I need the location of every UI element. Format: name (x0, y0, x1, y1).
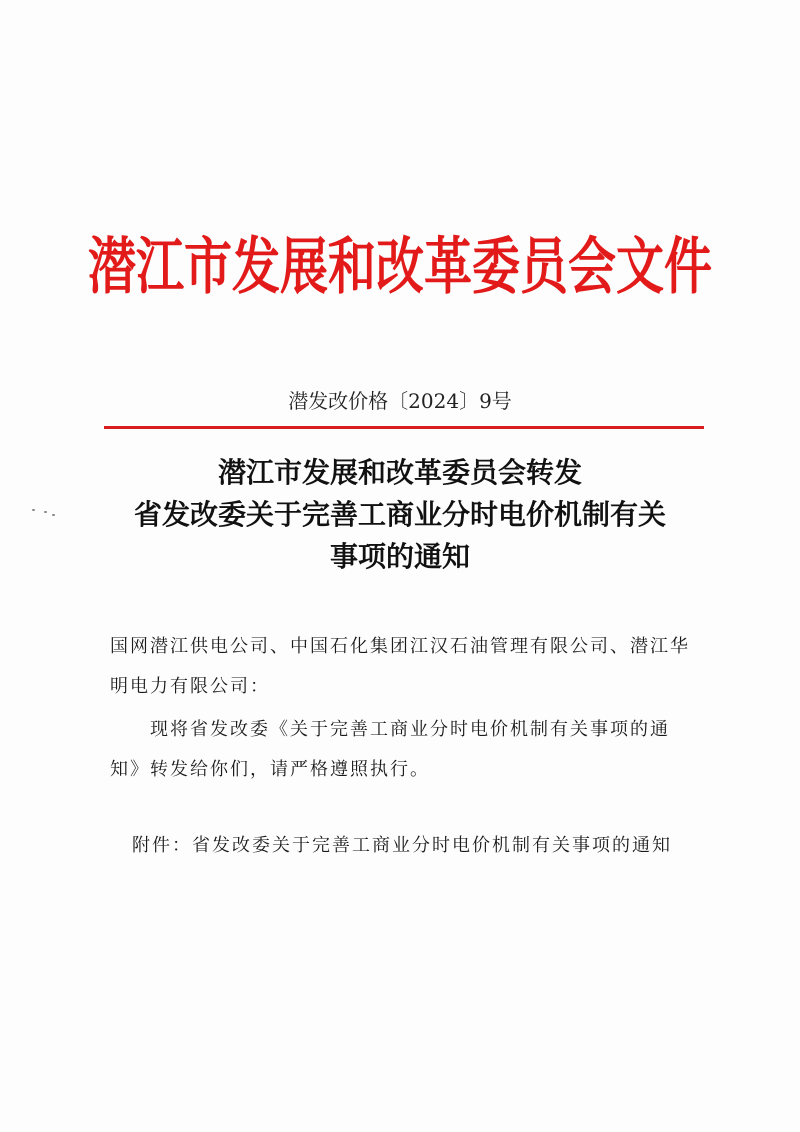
scan-speck (44, 511, 47, 513)
masthead-title: 潜江市发展和改革委员会文件 (87, 230, 712, 303)
addressee-paragraph: 国网潜江供电公司、中国石化集团江汉石油管理有限公司、潜江华明电力有限公司： (110, 636, 690, 697)
attachment-paragraph: 附件：省发改委关于完善工商业分时电价机制有关事项的通知 (132, 835, 672, 856)
document-title (0, 452, 800, 578)
title-line-3: 事项的通知 (329, 540, 470, 573)
document-number: 潜发改价格〔2024〕9号 (288, 389, 512, 413)
red-divider-line (104, 426, 704, 429)
scan-speck (32, 509, 35, 511)
title-line-1: 潜江市发展和改革委员会转发 (217, 456, 582, 489)
body-paragraph: 现将省发改委《关于完善工商业分时电价机制有关事项的通知》转发给你们，请严格遵照执行。 (110, 719, 670, 780)
title-line-2: 省发改委关于完善工商业分时电价机制有关 (133, 498, 666, 531)
scan-speck (52, 514, 55, 516)
